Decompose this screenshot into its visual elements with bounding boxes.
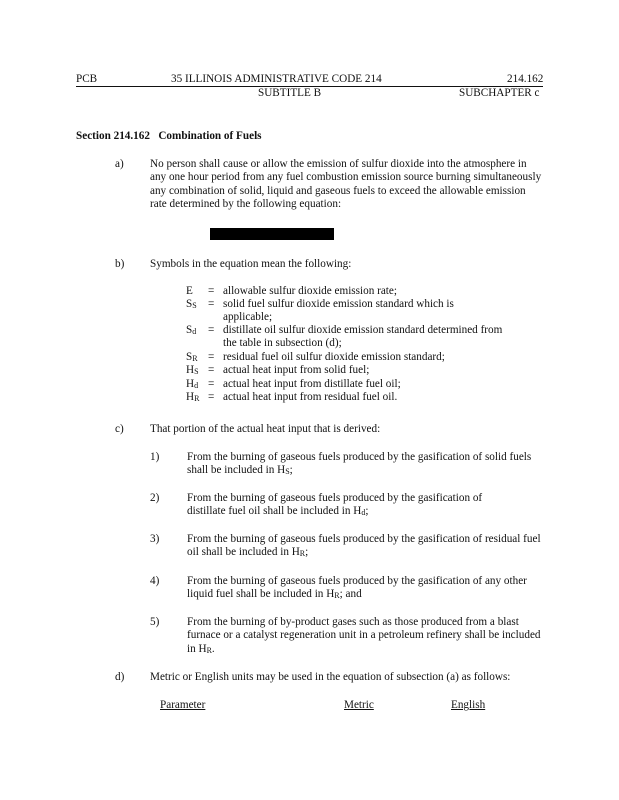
list-item-number: 5) xyxy=(150,616,160,628)
symbol-definition: solid fuel sulfur dioxide emission standard which is applicable; xyxy=(223,298,454,324)
symbol-definition: actual heat input from residual fuel oil. xyxy=(223,391,398,403)
symbol-term: $S_S$ xyxy=(186,298,197,310)
list-item-number: 2) xyxy=(150,492,160,504)
symbol-term: $H_S$ xyxy=(186,364,199,376)
para-c-text: That portion of the actual heat input that is derived: xyxy=(150,423,381,435)
section-title: Section 214.162 Combination of Fuels xyxy=(76,130,262,142)
list-item-number: 3) xyxy=(150,533,160,545)
table-header-english: English xyxy=(451,699,486,711)
para-d-label: d) xyxy=(115,671,125,683)
symbol-equals: = xyxy=(208,378,215,390)
symbol-definition: allowable sulfur dioxide emission rate; xyxy=(223,285,397,297)
para-a-text: No person shall cause or allow the emission of sulfur dioxide into the atmosphere in any one hour period from any fuel combustion emission source burning simultaneously any combination of solid, liquid and gaseous fuels to exceed the allowable emission rate determined by the following equation: xyxy=(150,158,542,211)
symbol-definition: actual heat input from solid fuel; xyxy=(223,364,370,376)
para-a-label: a) xyxy=(115,158,124,170)
symbol-term: $S_d$ xyxy=(186,324,197,336)
list-item: From the burning of gaseous fuels produced by the gasification of any other liquid fuel shall be included in $H_R$; and xyxy=(187,575,527,601)
redacted-equation xyxy=(210,228,334,240)
header-section-number: 214.162 xyxy=(507,73,544,85)
para-d-text: Metric or English units may be used in the equation of subsection (a) as follows: xyxy=(150,671,511,683)
symbol-term: $H_d$ xyxy=(186,378,199,390)
header-subchapter: SUBCHAPTER c xyxy=(459,87,540,99)
symbol-equals: = xyxy=(208,351,215,363)
table-header-metric: Metric xyxy=(344,699,374,711)
header-code-title: 35 ILLINOIS ADMINISTRATIVE CODE 214 xyxy=(171,73,382,85)
symbol-equals: = xyxy=(208,364,215,376)
symbol-term: $H_R$ xyxy=(186,391,200,403)
table-header-parameter: Parameter xyxy=(160,699,206,711)
symbol-equals: = xyxy=(208,324,215,336)
symbol-equals: = xyxy=(208,391,215,403)
list-item-number: 1) xyxy=(150,451,160,463)
symbol-term: E xyxy=(186,285,193,297)
symbol-term: $S_R$ xyxy=(186,351,198,363)
header-agency: PCB xyxy=(76,73,98,85)
symbol-definition: actual heat input from distillate fuel oil; xyxy=(223,378,401,390)
list-item: From the burning of gaseous fuels produced by the gasification of solid fuels shall be included in $H_S$; xyxy=(187,451,532,477)
symbol-definition: distillate oil sulfur dioxide emission standard determined from the table in subsection (d); xyxy=(223,324,503,350)
header-subtitle: SUBTITLE B xyxy=(258,87,322,99)
para-b-label: b) xyxy=(115,258,125,270)
list-item-number: 4) xyxy=(150,575,160,587)
list-item: From the burning of gaseous fuels produced by the gasification of residual fuel oil shall be included in $H_R$; xyxy=(187,533,541,559)
para-b-text: Symbols in the equation mean the following: xyxy=(150,258,352,270)
list-item: From the burning of by-product gases such as those produced from a blast furnace or a catalyst regeneration unit in a petroleum refinery shall be included in $H_R$. xyxy=(187,616,541,655)
symbol-equals: = xyxy=(208,285,215,297)
list-item: From the burning of gaseous fuels produced by the gasification of distillate fuel oil shall be included in $H_d$; xyxy=(187,492,483,518)
symbol-definition: residual fuel oil sulfur dioxide emission standard; xyxy=(223,351,445,363)
symbol-equals: = xyxy=(208,298,215,310)
para-c-label: c) xyxy=(115,423,124,435)
